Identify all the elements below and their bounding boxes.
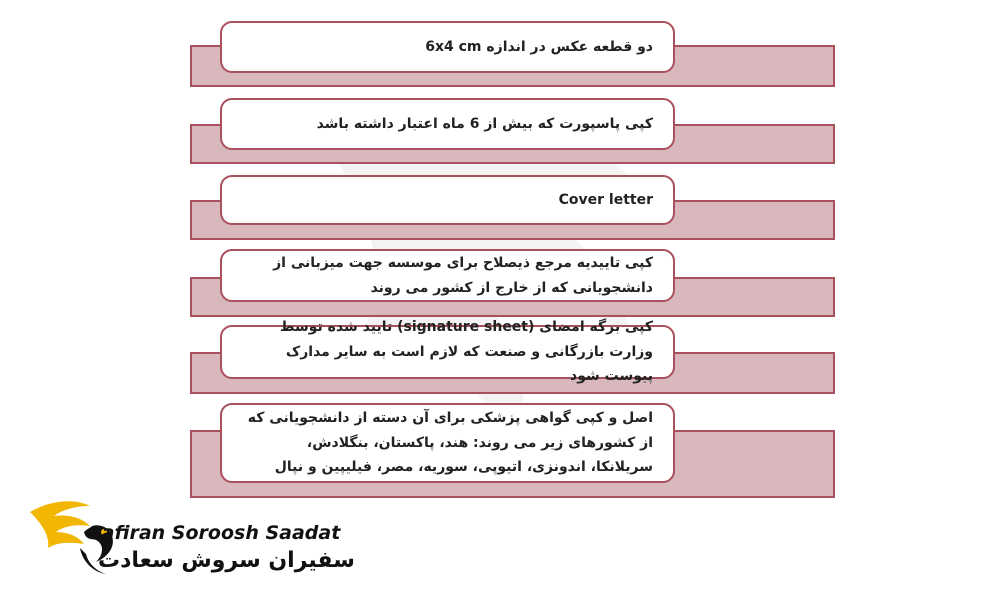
item-text-box [220, 175, 675, 225]
item-text-box [220, 98, 675, 150]
item-text-box [220, 319, 675, 385]
item-text: دو قطعه عکس در اندازه 6x4 cm [425, 38, 653, 55]
item-text-box [220, 403, 675, 483]
item-text: Cover letter [558, 191, 653, 208]
item-text: کپی برگه امضای (signature sheet) تایید شده توسط وزارت بازرگانی و صنعت که لازم است به سایر مدارک پیوست شود [280, 319, 653, 385]
logo-persian-text: سفیران سروش سعادت [98, 548, 355, 573]
item-text: اصل و کپی گواهی پزشکی برای آن دسته از دانشجویانی که از کشورهای زیر می روند: هند، پاکستان، بنگلادش، سریلانکا، اندونزی، اتیوپی، سوریه، مصر، فیلیپین و نپال [247, 410, 653, 476]
logo-english-text: Safiran Soroosh Saadat [88, 522, 341, 544]
item-text: کپی تاییدیه مرجع ذیصلاح برای موسسه جهت میزبانی از دانشجویانی که از خارج از کشور می روند [273, 255, 653, 296]
item-text-box [220, 249, 675, 302]
company-logo [20, 492, 355, 592]
item-text: کپی پاسپورت که بیش از 6 ماه اعتبار داشته باشد [316, 115, 653, 132]
item-text-box [220, 21, 675, 73]
